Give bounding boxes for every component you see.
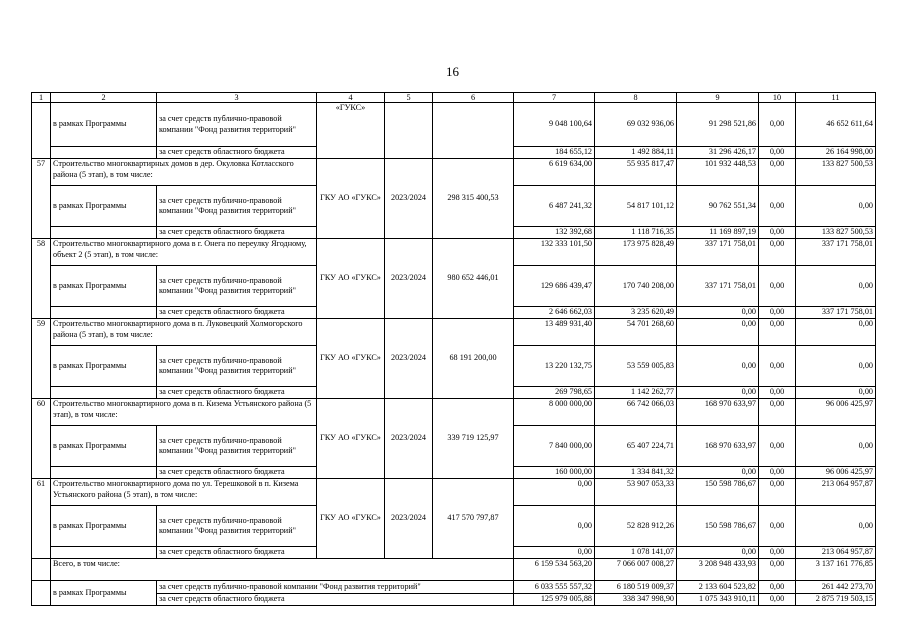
object-name: Строительство многоквартирного дома в г. Онега по переулку Ягодному, объект 2 (5 этап), в том числе: <box>51 239 317 266</box>
amount-cell: 96 006 425,97 <box>796 467 876 479</box>
object-name: Строительство многоквартирного дома в п. Кизема Устьянского района (5 этап), в том числе: <box>51 399 317 426</box>
amount-cell: 1 118 716,35 <box>595 227 677 239</box>
column-header: 7 <box>514 93 595 103</box>
amount-cell: 52 828 912,26 <box>595 506 677 547</box>
amount-cell: 2 646 662,03 <box>514 307 595 319</box>
budget-table <box>31 92 876 606</box>
object-number: 58 <box>32 239 51 319</box>
funding-source: за счет средств областного бюджета <box>157 467 317 479</box>
amount-cell: 132 392,68 <box>514 227 595 239</box>
amount-cell: 0,00 <box>759 467 796 479</box>
amount-cell: 0,00 <box>796 266 876 307</box>
amount-cell: 0,00 <box>759 227 796 239</box>
amount-cell: 31 296 426,17 <box>677 147 759 159</box>
amount-cell: 55 935 817,47 <box>595 159 677 186</box>
funding-source: за счет средств областного бюджета <box>157 547 317 559</box>
funding-source: за счет средств областного бюджета <box>157 147 317 159</box>
amount-cell: 0,00 <box>677 319 759 346</box>
amount-cell: 0,00 <box>796 506 876 547</box>
amount-cell: 6 180 519 009,37 <box>595 581 677 594</box>
object-name: Строительство многоквартирных домов в дер. Окуловка Котласского района (5 этап), в том числе: <box>51 159 317 186</box>
column-header: 5 <box>385 93 433 103</box>
table-row <box>32 581 876 594</box>
amount-cell: 133 827 500,53 <box>796 159 876 186</box>
cost-cell: 417 570 797,87 <box>433 479 514 559</box>
column-header: 10 <box>759 93 796 103</box>
amount-cell: 91 298 521,86 <box>677 103 759 147</box>
funding-source: за счет средств публично-правовой компании "Фонд развития территорий" <box>157 346 317 387</box>
column-header: 11 <box>796 93 876 103</box>
cost-cell: 298 315 400,53 <box>433 159 514 239</box>
executor-cell: ГКУ АО «ГУКС» <box>317 319 385 399</box>
period-cell: 2023/2024 <box>385 239 433 319</box>
column-header: 9 <box>677 93 759 103</box>
amount-cell: 0,00 <box>759 479 796 506</box>
amount-cell: 6 159 534 563,20 <box>514 559 595 581</box>
amount-cell: 0,00 <box>514 506 595 547</box>
amount-cell: 6 487 241,32 <box>514 186 595 227</box>
amount-cell: 1 492 884,11 <box>595 147 677 159</box>
amount-cell: 173 975 828,49 <box>595 239 677 266</box>
amount-cell: 53 559 005,83 <box>595 346 677 387</box>
period-cell <box>385 103 433 159</box>
executor-cell: ГКУ АО «ГУКС» <box>317 479 385 559</box>
amount-cell: 129 686 439,47 <box>514 266 595 307</box>
amount-cell: 1 078 141,07 <box>595 547 677 559</box>
amount-cell: 0,00 <box>796 319 876 346</box>
row-label <box>51 227 157 239</box>
object-row <box>32 239 876 266</box>
amount-cell: 6 619 634,00 <box>514 159 595 186</box>
amount-cell: 150 598 786,67 <box>677 479 759 506</box>
executor-cell: ГКУ АО «ГУКС» <box>317 399 385 479</box>
cost-cell: 339 719 125,97 <box>433 399 514 479</box>
object-row <box>32 159 876 186</box>
row-label: в рамках Программы <box>51 506 157 547</box>
amount-cell: 337 171 758,01 <box>677 239 759 266</box>
row-label <box>51 307 157 319</box>
row-label: в рамках Программы <box>51 581 157 606</box>
table-row <box>32 594 876 606</box>
row-label: в рамках Программы <box>51 103 157 147</box>
amount-cell: 1 142 262,77 <box>595 387 677 399</box>
cost-cell: 980 652 446,01 <box>433 239 514 319</box>
amount-cell: 69 032 936,06 <box>595 103 677 147</box>
table-row <box>32 103 876 147</box>
amount-cell: 338 347 998,90 <box>595 594 677 606</box>
amount-cell: 133 827 500,53 <box>796 227 876 239</box>
object-row <box>32 319 876 346</box>
amount-cell: 0,00 <box>759 266 796 307</box>
row-label: в рамках Программы <box>51 426 157 467</box>
amount-cell: 54 817 101,12 <box>595 186 677 227</box>
row-label <box>51 547 157 559</box>
amount-cell: 0,00 <box>759 186 796 227</box>
amount-cell: 53 907 053,33 <box>595 479 677 506</box>
amount-cell: 8 000 000,00 <box>514 399 595 426</box>
funding-source: за счет средств областного бюджета <box>157 387 317 399</box>
amount-cell: 0,00 <box>759 319 796 346</box>
amount-cell: 170 740 208,00 <box>595 266 677 307</box>
row-label <box>51 387 157 399</box>
executor-cell: ГКУ АО «ГУКС» <box>317 239 385 319</box>
amount-cell: 6 033 555 557,32 <box>514 581 595 594</box>
amount-cell: 213 064 957,87 <box>796 479 876 506</box>
amount-cell: 0,00 <box>759 559 796 581</box>
column-header: 8 <box>595 93 677 103</box>
page-number: 16 <box>446 64 459 79</box>
row-label <box>51 467 157 479</box>
object-number: 59 <box>32 319 51 399</box>
amount-cell: 168 970 633,97 <box>677 426 759 467</box>
funding-source: за счет средств областного бюджета <box>157 227 317 239</box>
row-label <box>51 147 157 159</box>
object-number: 61 <box>32 479 51 559</box>
amount-cell: 2 875 719 503,15 <box>796 594 876 606</box>
column-header: 2 <box>51 93 157 103</box>
amount-cell: 337 171 758,01 <box>796 307 876 319</box>
amount-cell: 13 220 132,75 <box>514 346 595 387</box>
period-cell: 2023/2024 <box>385 319 433 399</box>
amount-cell: 11 169 897,19 <box>677 227 759 239</box>
amount-cell: 7 066 007 008,27 <box>595 559 677 581</box>
amount-cell: 0,00 <box>759 147 796 159</box>
column-header: 1 <box>32 93 51 103</box>
object-name: Строительство многоквартирного дома по ул. Терешковой в п. Кизема Устьянского района (5 этап), в том числе: <box>51 479 317 506</box>
amount-cell: 0,00 <box>759 387 796 399</box>
amount-cell: 2 133 604 523,82 <box>677 581 759 594</box>
amount-cell: 0,00 <box>796 426 876 467</box>
amount-cell: 9 048 100,64 <box>514 103 595 147</box>
amount-cell: 65 407 224,71 <box>595 426 677 467</box>
amount-cell: 0,00 <box>759 547 796 559</box>
amount-cell: 0,00 <box>796 186 876 227</box>
amount-cell: 0,00 <box>759 346 796 387</box>
amount-cell: 7 840 000,00 <box>514 426 595 467</box>
amount-cell: 90 762 551,34 <box>677 186 759 227</box>
amount-cell: 54 701 268,60 <box>595 319 677 346</box>
column-header: 6 <box>433 93 514 103</box>
row-label: в рамках Программы <box>51 266 157 307</box>
executor-cell: ГКУ АО «ГУКС» <box>317 159 385 239</box>
amount-cell: 0,00 <box>514 547 595 559</box>
funding-source: за счет средств публично-правовой компании "Фонд развития территорий" <box>157 266 317 307</box>
amount-cell: 160 000,00 <box>514 467 595 479</box>
object-number: 57 <box>32 159 51 239</box>
amount-cell: 150 598 786,67 <box>677 506 759 547</box>
header-row <box>32 93 876 103</box>
amount-cell: 337 171 758,01 <box>677 266 759 307</box>
amount-cell: 0,00 <box>677 387 759 399</box>
amount-cell: 269 798,65 <box>514 387 595 399</box>
amount-cell: 46 652 611,64 <box>796 103 876 147</box>
row-number-cell <box>32 581 51 606</box>
amount-cell: 0,00 <box>514 479 595 506</box>
amount-cell: 26 164 998,00 <box>796 147 876 159</box>
period-cell: 2023/2024 <box>385 159 433 239</box>
amount-cell: 1 334 841,32 <box>595 467 677 479</box>
amount-cell: 0,00 <box>759 159 796 186</box>
amount-cell: 261 442 273,70 <box>796 581 876 594</box>
amount-cell: 3 235 620,49 <box>595 307 677 319</box>
cost-cell: 68 191 200,00 <box>433 319 514 399</box>
column-header: 4 <box>317 93 385 103</box>
amount-cell: 0,00 <box>759 506 796 547</box>
object-row <box>32 399 876 426</box>
total-label: Всего, в том числе: <box>51 559 514 581</box>
amount-cell: 96 006 425,97 <box>796 399 876 426</box>
period-cell: 2023/2024 <box>385 399 433 479</box>
amount-cell: 3 137 161 776,85 <box>796 559 876 581</box>
amount-cell: 0,00 <box>759 307 796 319</box>
amount-cell: 0,00 <box>759 399 796 426</box>
amount-cell: 0,00 <box>677 467 759 479</box>
amount-cell: 1 075 343 910,11 <box>677 594 759 606</box>
amount-cell: 0,00 <box>677 307 759 319</box>
total-row <box>32 559 876 581</box>
funding-source: за счет средств публично-правовой компании "Фонд развития территорий" <box>157 426 317 467</box>
funding-source: за счет средств публично-правовой компании "Фонд развития территорий" <box>157 103 317 147</box>
funding-source: за счет средств публично-правовой компании "Фонд развития территорий" <box>157 506 317 547</box>
period-cell: 2023/2024 <box>385 479 433 559</box>
amount-cell: 213 064 957,87 <box>796 547 876 559</box>
cost-cell <box>433 103 514 159</box>
amount-cell: 0,00 <box>677 547 759 559</box>
amount-cell: 0,00 <box>759 426 796 467</box>
funding-source: за счет средств областного бюджета <box>157 594 514 606</box>
row-label: в рамках Программы <box>51 346 157 387</box>
row-number-cell <box>32 103 51 159</box>
funding-source: за счет средств областного бюджета <box>157 307 317 319</box>
amount-cell: 0,00 <box>796 387 876 399</box>
amount-cell: 168 970 633,97 <box>677 399 759 426</box>
amount-cell: 0,00 <box>759 103 796 147</box>
row-number-cell <box>32 559 51 581</box>
row-label: в рамках Программы <box>51 186 157 227</box>
amount-cell: 337 171 758,01 <box>796 239 876 266</box>
amount-cell: 132 333 101,50 <box>514 239 595 266</box>
amount-cell: 3 208 948 433,93 <box>677 559 759 581</box>
column-header: 3 <box>157 93 317 103</box>
executor-cell: «ГУКС» <box>317 103 385 159</box>
amount-cell: 66 742 066,03 <box>595 399 677 426</box>
object-name: Строительство многоквартирного дома в п. Луковецкий Холмогорского района (5 этап), в том числе: <box>51 319 317 346</box>
object-row <box>32 479 876 506</box>
amount-cell: 0,00 <box>759 581 796 594</box>
object-number: 60 <box>32 399 51 479</box>
amount-cell: 0,00 <box>796 346 876 387</box>
amount-cell: 184 655,12 <box>514 147 595 159</box>
amount-cell: 125 979 005,88 <box>514 594 595 606</box>
amount-cell: 0,00 <box>677 346 759 387</box>
funding-source: за счет средств публично-правовой компании "Фонд развития территорий" <box>157 186 317 227</box>
amount-cell: 0,00 <box>759 239 796 266</box>
amount-cell: 0,00 <box>759 594 796 606</box>
amount-cell: 13 489 931,40 <box>514 319 595 346</box>
funding-source: за счет средств публично-правовой компании "Фонд развития территорий" <box>157 581 514 594</box>
amount-cell: 101 932 448,53 <box>677 159 759 186</box>
